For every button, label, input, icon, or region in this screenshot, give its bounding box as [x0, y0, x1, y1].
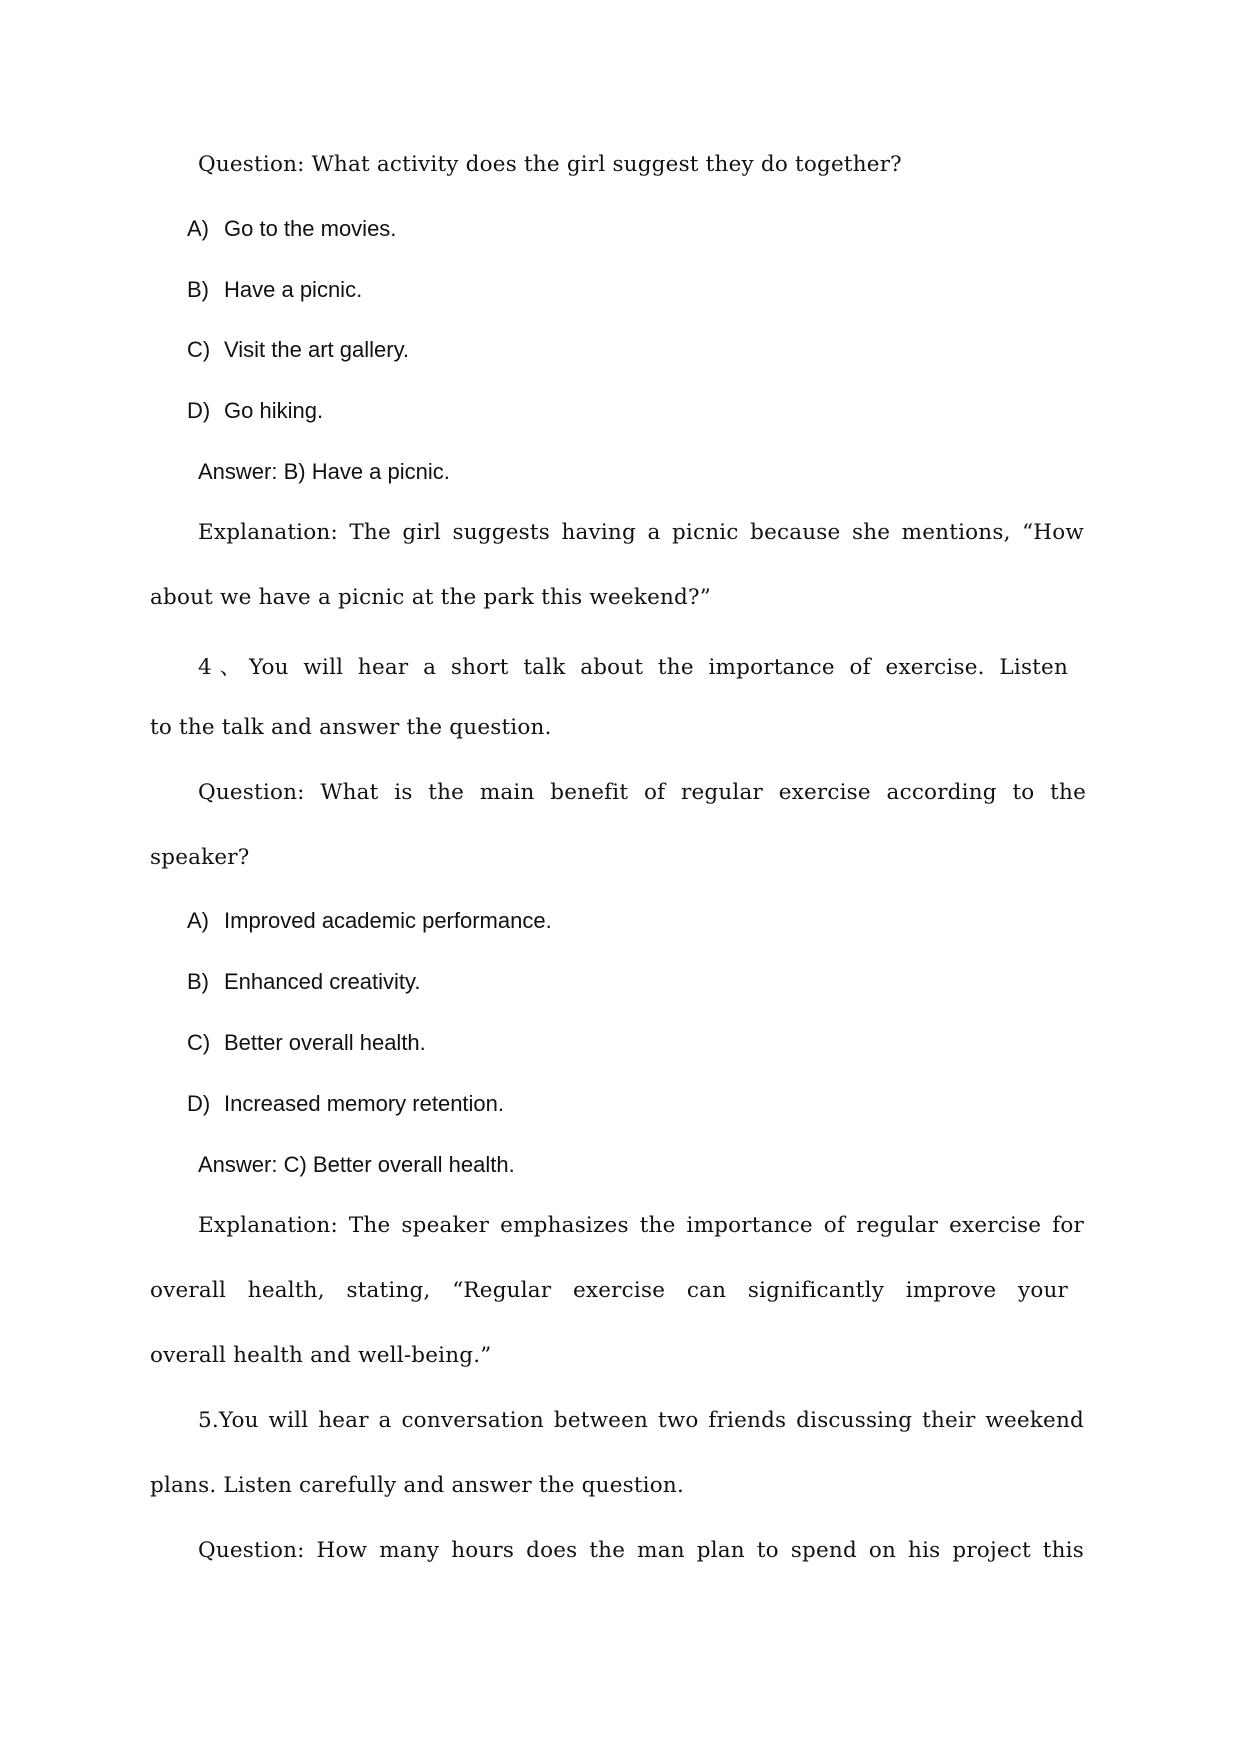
q4-intro-line-2: to the talk and answer the question.: [150, 715, 552, 740]
option-text: Visit the art gallery.: [224, 337, 410, 362]
q5-intro-line-2: plans. Listen carefully and answer the question.: [150, 1473, 684, 1498]
option-label: C): [187, 337, 211, 362]
option-text: Go to the movies.: [224, 216, 397, 241]
option-text: Increased memory retention.: [224, 1091, 505, 1116]
q3-option-a: [187, 216, 396, 242]
q4-answer: Answer: C) Better overall health.: [198, 1152, 515, 1177]
q4-question-line-2: speaker?: [150, 845, 250, 870]
q4-explanation-line-1: Explanation: The speaker emphasizes the importance of regular exercise for: [198, 1213, 1084, 1238]
option-text: Improved academic performance.: [224, 908, 552, 933]
q3-explanation-line-1: Explanation: The girl suggests having a picnic because she mentions, “How: [198, 520, 1084, 545]
q4-explanation-line-2: overall health, stating, “Regular exercise can significantly improve your: [150, 1278, 1068, 1303]
q5-intro-line-1: 5.You will hear a conversation between two friends discussing their weekend: [198, 1408, 1084, 1433]
q3-answer: Answer: B) Have a picnic.: [198, 459, 450, 484]
option-label: D): [187, 1091, 211, 1116]
option-label: B): [187, 277, 209, 302]
q4-option-a: [187, 908, 552, 934]
option-label: A): [187, 216, 209, 241]
q3-explanation-line-2: about we have a picnic at the park this weekend?”: [150, 585, 711, 610]
q5-question-line-1: Question: How many hours does the man plan to spend on his project this: [198, 1538, 1084, 1563]
q3-option-c: [187, 337, 409, 363]
q4-option-c: [187, 1030, 426, 1056]
q4-explanation-line-3: overall health and well-being.”: [150, 1343, 492, 1368]
q3-question: Question: What activity does the girl suggest they do together?: [198, 152, 902, 177]
q4-question-line-1: Question: What is the main benefit of regular exercise according to the: [198, 780, 1086, 805]
option-text: Enhanced creativity.: [224, 969, 421, 994]
option-label: C): [187, 1030, 211, 1055]
q4-option-d: [187, 1091, 504, 1117]
q3-option-b: [187, 277, 362, 303]
q4-option-b: [187, 969, 420, 995]
q4-intro-line-1: 4、You will hear a short talk about the importance of exercise. Listen: [198, 655, 1068, 680]
option-label: D): [187, 398, 211, 423]
option-text: Better overall health.: [224, 1030, 426, 1055]
q3-option-d: [187, 398, 323, 424]
option-label: B): [187, 969, 209, 994]
option-text: Go hiking.: [224, 398, 324, 423]
option-text: Have a picnic.: [224, 277, 363, 302]
option-label: A): [187, 908, 209, 933]
